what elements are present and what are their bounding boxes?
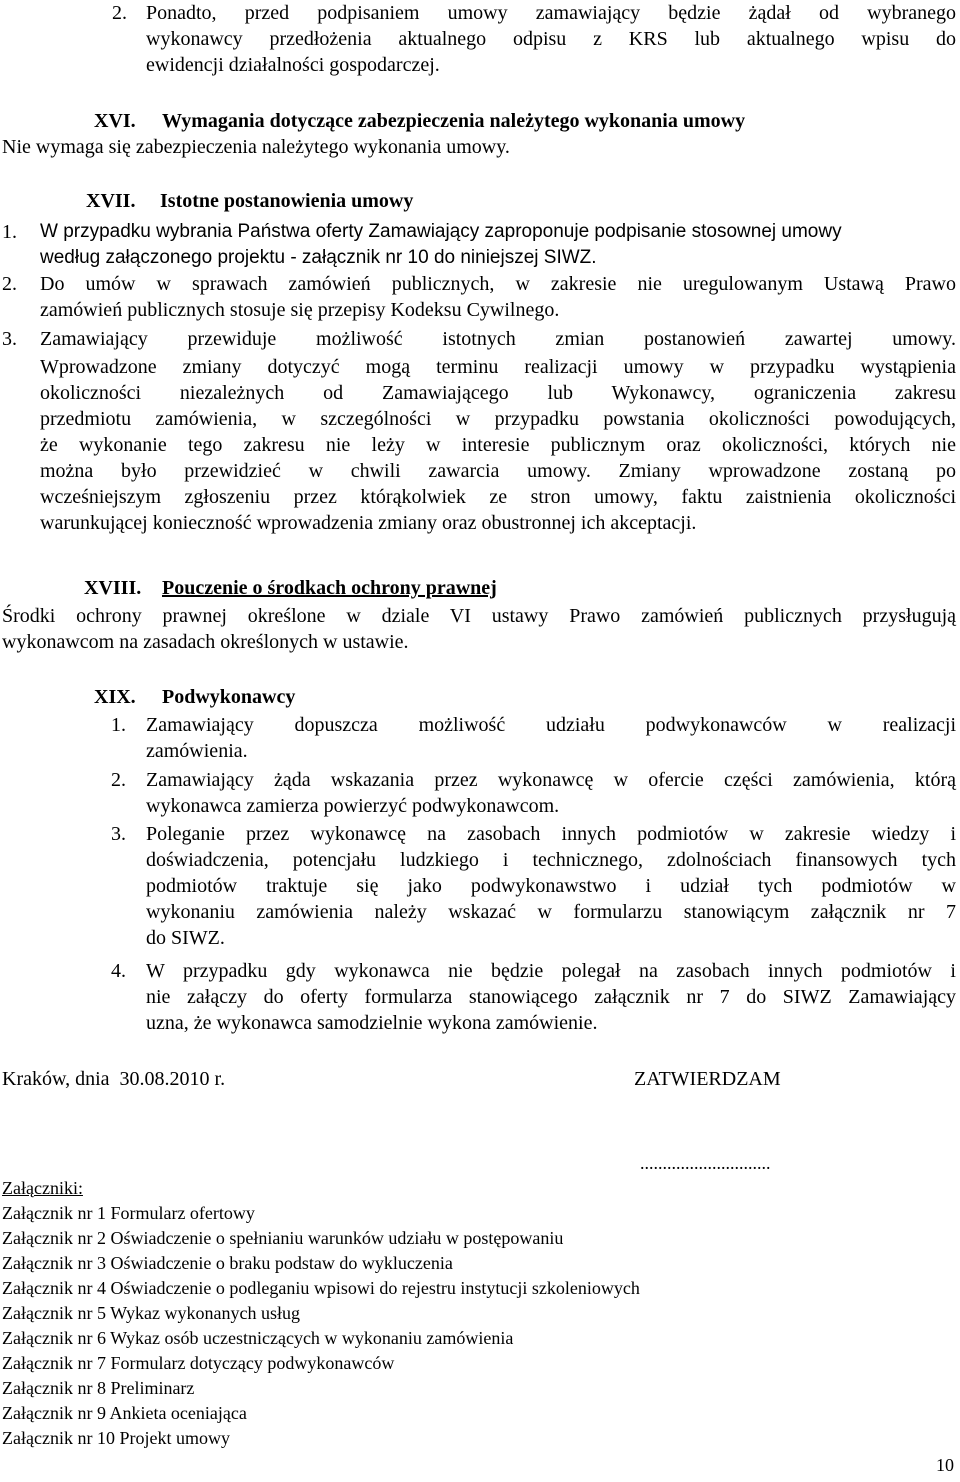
list-item xyxy=(146,958,956,1036)
text-line: warunkującej konieczność wprowadzenia zmiany oraz obustronnej ich akceptacji. xyxy=(40,512,697,534)
list-item xyxy=(40,271,956,323)
list-item: Załącznik nr 2 Oświadczenie o spełnianiu warunków udziału w postępowaniu xyxy=(2,1228,564,1248)
text-line: zamówień publicznych stosuje się przepisy Kodeksu Cywilnego. xyxy=(40,299,560,321)
text-line: ewidencji działalności gospodarczej. xyxy=(146,54,440,76)
text-line: nie załączy do oferty formularza stanowiącego załącznik nr 7 do SIWZ Zamawiający xyxy=(146,986,956,1008)
text-line: wykonawcom na zasadach określonych w ustawie. xyxy=(2,631,409,653)
list-number: 2. xyxy=(2,273,17,295)
section-title: Podwykonawcy xyxy=(162,686,296,708)
section-title: Istotne postanowienia umowy xyxy=(160,190,414,212)
text-line: można było przewidzieć w chwili zawarcia umowy. Zmiany wprowadzone zostaną po xyxy=(40,460,956,482)
list-number: 2. xyxy=(112,2,127,24)
list-item: Załącznik nr 10 Projekt umowy xyxy=(2,1428,230,1448)
text-line: Zamawiający przewiduje możliwość istotnych zmian postanowień zawartej umowy. xyxy=(40,328,956,350)
text-line: przedmiotu zamówienia, w szczególności w przypadku powstania okoliczności powodujących, xyxy=(40,408,956,430)
section-body: Nie wymaga się zabezpieczenia należytego wykonania umowy. xyxy=(2,136,510,158)
text-line: do SIWZ. xyxy=(146,927,225,949)
approval-label: ZATWIERDZAM xyxy=(634,1068,781,1090)
text-line: Zamawiający żąda wskazania przez wykonawcę w ofercie części zamówienia, którą xyxy=(146,769,956,791)
section-number: XVI. xyxy=(94,110,136,132)
list-number: 1. xyxy=(2,221,17,243)
list-number: 4. xyxy=(111,960,126,982)
attachments-list xyxy=(2,1176,902,1451)
text-line: Poleganie przez wykonawcę na zasobach innych podmiotów w zakresie wiedzy i xyxy=(146,823,956,845)
section-number: XVII. xyxy=(86,190,136,212)
section-number: XIX. xyxy=(94,686,136,708)
text-line: Zamawiający dopuszcza możliwość udziału podwykonawców w realizacji xyxy=(146,714,956,736)
list-item xyxy=(146,767,956,819)
list-item: Załącznik nr 1 Formularz ofertowy xyxy=(2,1203,255,1223)
list-item: Załącznik nr 9 Ankieta oceniająca xyxy=(2,1403,247,1423)
text-line: doświadczenia, potencjału ludzkiego i technicznego, zdolnościach finansowych tych xyxy=(146,849,956,871)
page-number: 10 xyxy=(936,1455,954,1475)
list-item: Załącznik nr 4 Oświadczenie o podleganiu wpisowi do rejestru instytucji szkoleniowych xyxy=(2,1278,640,1298)
section-number: XVIII. xyxy=(84,577,142,599)
text-line: że wykonanie tego zakresu nie leży w interesie publicznym oraz okoliczności, których nie xyxy=(40,434,956,456)
text-line: uzna, że wykonawca samodzielnie wykona zamówienie. xyxy=(146,1012,598,1034)
list-item xyxy=(40,326,956,352)
text-line: wykonawcy przedłożenia aktualnego odpisu z KRS lub aktualnego wpisu do xyxy=(146,28,956,50)
paragraph-kr-requirement xyxy=(146,0,956,78)
text-line: wykonaniu zamówienia należy wskazać w formularzu stanowiącym załącznik nr 7 xyxy=(146,901,956,923)
text-line: według załączonego projektu - załącznik nr 10 do niniejszej SIWZ. xyxy=(40,247,597,268)
attachments-heading: Załączniki: xyxy=(2,1178,83,1198)
section-body xyxy=(2,603,956,655)
list-item xyxy=(146,821,956,951)
text-line: zamówienia. xyxy=(146,740,248,762)
text-line: wcześniejszym zgłoszeniu przez którąkolwiek ze stron umowy, faktu zaistnienia okoliczności xyxy=(40,486,956,508)
text-line: W przypadku gdy wykonawca nie będzie polegał na zasobach innych podmiotów i xyxy=(146,960,956,982)
text-line: Ponadto, przed podpisaniem umowy zamawiający będzie żądał od wybranego xyxy=(146,2,956,24)
paragraph-contract-changes xyxy=(40,354,956,536)
list-item: Załącznik nr 6 Wykaz osób uczestniczących w wykonaniu zamówienia xyxy=(2,1328,514,1348)
text-line: W przypadku wybrania Państwa oferty Zamawiający zaproponuje podpisanie stosownej umowy xyxy=(40,221,842,242)
list-item: Załącznik nr 3 Oświadczenie o braku podstaw do wykluczenia xyxy=(2,1253,453,1273)
list-number: 1. xyxy=(111,714,126,736)
text-line: okoliczności niezależnych od Zamawiającego lub Wykonawcy, ograniczenia zakresu xyxy=(40,382,956,404)
list-item: Załącznik nr 5 Wykaz wykonanych usług xyxy=(2,1303,300,1323)
list-item xyxy=(146,712,956,764)
text-line: Wprowadzone zmiany dotyczyć mogą terminu realizacji umowy w przypadku wystąpienia xyxy=(40,356,956,378)
text-line: Do umów w sprawach zamówień publicznych, w zakresie nie uregulowanym Ustawą Prawo xyxy=(40,273,956,295)
list-number: 2. xyxy=(111,769,126,791)
list-item: Załącznik nr 8 Preliminarz xyxy=(2,1378,195,1398)
signature-dots: ............................. xyxy=(640,1153,771,1173)
text-line: wykonawca zamierza powierzyć podwykonawcom. xyxy=(146,795,560,817)
text-line: podmiotów traktuje się jako podwykonawstwo i udział tych podmiotów w xyxy=(146,875,956,897)
place-date: Kraków, dnia 30.08.2010 r. xyxy=(2,1068,226,1090)
list-number: 3. xyxy=(111,823,126,845)
list-number: 3. xyxy=(2,328,17,350)
text-line: Środki ochrony prawnej określone w dziale VI ustawy Prawo zamówień publicznych przysługują xyxy=(2,605,956,627)
section-title: Wymagania dotyczące zabezpieczenia należytego wykonania umowy xyxy=(162,110,746,132)
list-item: Załącznik nr 7 Formularz dotyczący podwykonawców xyxy=(2,1353,395,1373)
list-item xyxy=(40,219,956,271)
section-title: Pouczenie o środkach ochrony prawnej xyxy=(162,577,497,599)
